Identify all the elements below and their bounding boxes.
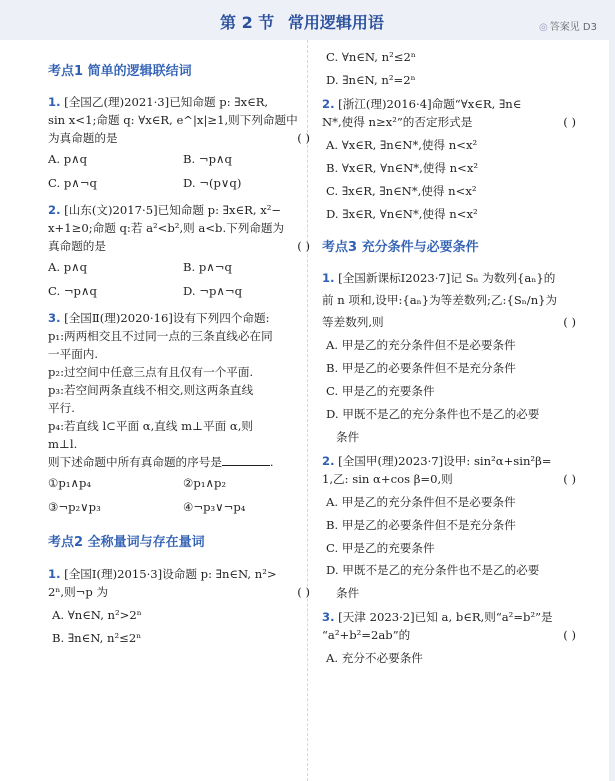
option-c: C. ∀n∈N, n²≤2ⁿ: [326, 50, 416, 64]
option-a: A. p∧q: [48, 152, 88, 167]
section-heading-3: 考点3 充分条件与必要条件: [322, 239, 479, 255]
section-title: 常用逻辑用语: [287, 13, 384, 32]
option-c: C. p∧¬q: [48, 176, 97, 191]
options: [48, 148, 318, 196]
option-a: A. 充分不必要条件: [326, 651, 423, 666]
option-a: A. ∀x∈R, ∃n∈N*,使得 n<x²: [326, 137, 478, 152]
option-a: A. ∀n∈N, n²>2ⁿ: [52, 607, 142, 622]
question-6: 1. [全国新课标Ⅰ2023·7]记 Sₙ 为数列{aₙ}的 前 n 项和,设甲:{aₙ}为等差数列;乙:{Sₙ/n}为 等差数列,则 ( ) A. 甲是乙的充分条件但不是必要条件 B. 甲是乙的必要条件但不是充分条件 C. 甲是乙的充要条件 D. 甲既不是乙的充分条件也不是乙的必要 条件: [322, 270, 584, 447]
answer-icon: ◎: [539, 22, 548, 33]
question-7: 2. [全国甲(理)2023·7]设甲: sin²α+sin²β= 1,乙: sin α+cos β=0,则 ( ) A. 甲是乙的充分条件但不是必要条件 B. 甲是乙的必要条件但不是充分条件 C. 甲是乙的充要条件 D. 甲既不是乙的充分条件也不是乙的必要 条件: [322, 453, 584, 604]
page-edge: [609, 0, 615, 781]
option-c: C. 甲是乙的充要条件: [326, 383, 435, 398]
option-d-cont: 条件: [336, 586, 360, 601]
option-b: B. 甲是乙的必要条件但不是充分条件: [326, 360, 516, 375]
option-b: B. 甲是乙的必要条件但不是充分条件: [326, 517, 516, 532]
question-5: 2. [浙江(理)2016·4]命题“∀x∈R, ∃n∈ N*,使得 n≥x²”的否定形式是 ( ) A. ∀x∈R, ∃n∈N*,使得 n<x² B. ∀x∈R, ∀n∈N*,使得 n<x² C. ∃x∈R, ∃n∈N*,使得 n<x² D. ∃x∈R, ∀n∈N*,使得 n<x²: [322, 96, 584, 224]
option-4: ④¬p₃∨¬p₄: [183, 499, 246, 514]
answer-reference: ◎ 答案见 D3: [539, 22, 597, 33]
option-b: B. ¬p∧q: [183, 152, 232, 167]
option-c: C. 甲是乙的充要条件: [326, 540, 435, 555]
question-3: 3. [全国Ⅱ(理)2020·16]设有下列四个命题: p₁:两两相交且不过同一点的三条直线必在同 一平面内. p₂:过空间中任意三点有且仅有一个平面. p₃:若空间两条直线不相交,则这两条直线 平行. p₄:若直线 l⊂平面 α,直线 m⊥平面 α,则 m⊥l. 则下述命题中所有真命题的序号是 . ①p₁∧p₄ ②p₁∧p₂ ③¬p₂∨p₃ ④¬p₃∨¬p₄: [48, 310, 318, 520]
option-d: D. ¬(p∨q): [183, 176, 242, 191]
option-d: D. ¬p∧¬q: [183, 283, 243, 298]
option-a: A. 甲是乙的充分条件但不是必要条件: [326, 494, 516, 509]
option-d: D. ∃n∈N, n²=2ⁿ: [326, 72, 416, 87]
section-number: 第 2 节: [220, 13, 275, 32]
option-3: ③¬p₂∨p₃: [48, 499, 101, 514]
option-d: D. 甲既不是乙的充分条件也不是乙的必要: [326, 563, 540, 578]
option-1: ①p₁∧p₄: [48, 475, 92, 490]
question-2: 2. [山东(文)2017·5]已知命题 p: ∃x∈R, x²− x+1≥0;命题 q:若 a²<b²,则 a<b.下列命题为 真命题的是 ( ) A. p∧q B. p∧¬q C. ¬p∧q D. ¬p∧¬q: [48, 202, 318, 304]
right-column: [322, 44, 584, 674]
option-b: B. ∀x∈R, ∀n∈N*,使得 n<x²: [326, 160, 479, 175]
page-title: [220, 10, 392, 33]
question-4: 1. [全国Ⅰ(理)2015·3]设命题 p: ∃n∈N, n²> 2ⁿ,则¬p 为 ( ) A. ∀n∈N, n²>2ⁿ B. ∃n∈N, n²≤2ⁿ: [48, 566, 318, 648]
option-d-cont: 条件: [336, 429, 360, 444]
options: [48, 472, 318, 520]
option-a: A. p∧q: [48, 259, 88, 274]
option-d: D. ∃x∈R, ∀n∈N*,使得 n<x²: [326, 206, 478, 221]
answer-blank: [222, 455, 270, 466]
options: [48, 256, 318, 304]
option-a: A. 甲是乙的充分条件但不是必要条件: [326, 337, 516, 352]
option-b: B. p∧¬q: [183, 259, 232, 274]
question-1: 1. [全国乙(理)2021·3]已知命题 p: ∃x∈R, sin x<1;命题 q: ∀x∈R, e^|x|≥1,则下列命题中 为真命题的是 ( ) A. p∧q B. ¬p∧q C. p∧¬q D. ¬(p∨q): [48, 94, 318, 196]
section-heading-2: 考点2 全称量词与存在量词: [48, 535, 205, 551]
option-d: D. 甲既不是乙的充分条件也不是乙的必要: [326, 406, 540, 421]
option-c: C. ¬p∧q: [48, 283, 97, 298]
option-b: B. ∃n∈N, n²≤2ⁿ: [52, 630, 142, 645]
section-heading-1: 考点1 简单的逻辑联结词: [48, 64, 192, 79]
question-8: 3. [天津 2023·2]已知 a, b∈R,则“a²=b²”是 “a²+b²=2ab”的 ( ) A. 充分不必要条件: [322, 609, 584, 668]
option-c: C. ∃x∈R, ∃n∈N*,使得 n<x²: [326, 183, 477, 198]
left-column: [48, 58, 318, 654]
option-2: ②p₁∧p₂: [183, 475, 227, 490]
